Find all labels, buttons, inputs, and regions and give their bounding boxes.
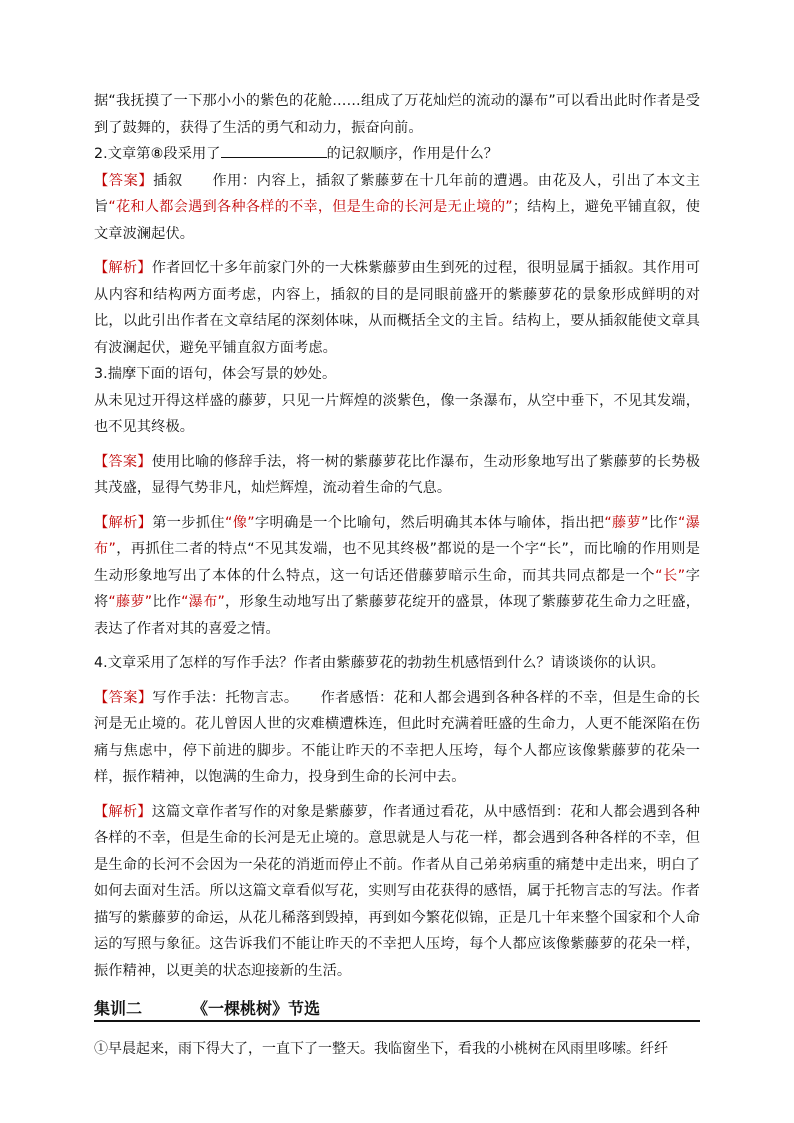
answer-blank: [221, 143, 327, 158]
answer-4: 【答案】写作手法：托物言志。 作者感悟：花和人都会遇到各种各样的不幸，但是生命的长河是无止境的。花儿曾因人世的灾难横遭株连，但此时充满着旺盛的生命力，人更不能深陷在伤痛与焦虑中，停下前进的脚步。不能让昨天的不幸把人压垮，每个人都应该像紫藤萝的花朵一样，振作精神，以饱满的生命力，投身到生命的长河中去。: [94, 689, 700, 785]
document-page: [94, 88, 700, 1076]
quote-3: 从未见过开得这样盛的藤萝，只见一片辉煌的淡紫色，像一条瀑布，从空中垂下，不见其发端，也不见其终极。: [94, 392, 700, 435]
section-heading: [94, 994, 700, 1022]
answer-3: 【答案】使用比喻的修辞手法，将一树的紫藤萝花比作瀑布，生动形象地写出了紫藤萝的长势极其茂盛，显得气势非凡，灿烂辉煌，流动着生命的气息。: [94, 453, 700, 496]
question-4: 4.文章采用了怎样的写作手法？作者由紫藤萝花的勃勃生机感悟到什么？请谈谈你的认识。: [94, 655, 665, 671]
analysis-tag: 【解析】: [94, 803, 152, 820]
question-3: 3.揣摩下面的语句，体会写景的妙处。: [94, 366, 337, 382]
section-title: 《一棵桃树》节选: [192, 999, 321, 1018]
answer-tag: 【答案】: [94, 453, 152, 470]
analysis-4: 【解析】这篇文章作者写作的对象是紫藤萝，作者通过看花，从中感悟到：花和人都会遇到各种各样的不幸，但是生命的长河是无止境的。意思就是人与花一样，都会遇到各种各样的不幸，但是生命的长河不会因为一朵花的消逝而停止不前。作者从自己弟弟病重的痛楚中走出来，明白了如何去面对生活。所以这篇文章看似写花，实则写由花获得的感悟，属于托物言志的写法。作者描写的紫藤萝的命运，从花儿稀落到毁掉，再到如今繁花似锦，正是几十年来整个国家和个人命运的写照与象征。这告诉我们不能让昨天的不幸把人压垮，每个人都应该像紫藤萝的花朵一样，振作精神，以更美的状态迎接新的生活。: [94, 803, 700, 979]
answer-tag: 【答案】: [94, 172, 154, 189]
analysis-tag: 【解析】: [94, 260, 152, 276]
continuation-text: 据“我抚摸了一下那小小的紫色的花舱……组成了万花灿烂的流动的瀑布”可以看出此时作者是受到了鼓舞的，获得了生活的勇气和动力，振奋向前。: [94, 93, 700, 136]
analysis-tag: 【解析】: [94, 514, 153, 531]
question-2: 2.文章第⑧段采用了 的记叙顺序，作用是什么？: [94, 141, 700, 168]
analysis-3: 【解析】第一步抓住“像”字明确是一个比喻句，然后明确其本体与喻体，指出把“藤萝”比作“瀑布”，再抓住二者的特点“不见其发端，也不见其终极”都说的是一个字“长”，而比喻的作用则是生动形象地写出了本体的什么特点，这一句话还借藤萝暗示生命，而其共同点都是一个“长”字将“藤萝”比作“瀑布”，形象生动地写出了紫藤萝花绽开的盛景，体现了紫藤萝花生命力之旺盛，表达了作者对其的喜爱之情。: [94, 514, 701, 637]
answer-2: 【答案】插叙 作用：内容上，插叙了紫藤萝在十几年前的遭遇。由花及人，引出了本文主旨“花和人都会遇到各种各样的不幸，但是生命的长河是无止境的”；结构上，避免平铺直叙，使文章波澜起伏。: [94, 172, 700, 242]
passage-paragraph-1: ①早晨起来，雨下得大了，一直下了一整天。我临窗坐下，看我的小桃树在风雨里哆嗦。纤纤: [94, 1041, 668, 1057]
analysis-2: 【解析】作者回忆十多年前家门外的一大株紫藤萝由生到死的过程，很明显属于插叙。其作用可从内容和结构两方面考虑，内容上，插叙的目的是同眼前盛开的紫藤萝花的景象形成鲜明的对比，以此引出作者在文章结尾的深刻体味，从而概括全文的主旨。结构上，要从插叙能使文章具有波澜起伏，避免平铺直叙方面考虑。: [94, 260, 700, 356]
section-label: 集训二: [94, 999, 143, 1018]
answer-tag: 【答案】: [94, 689, 153, 706]
